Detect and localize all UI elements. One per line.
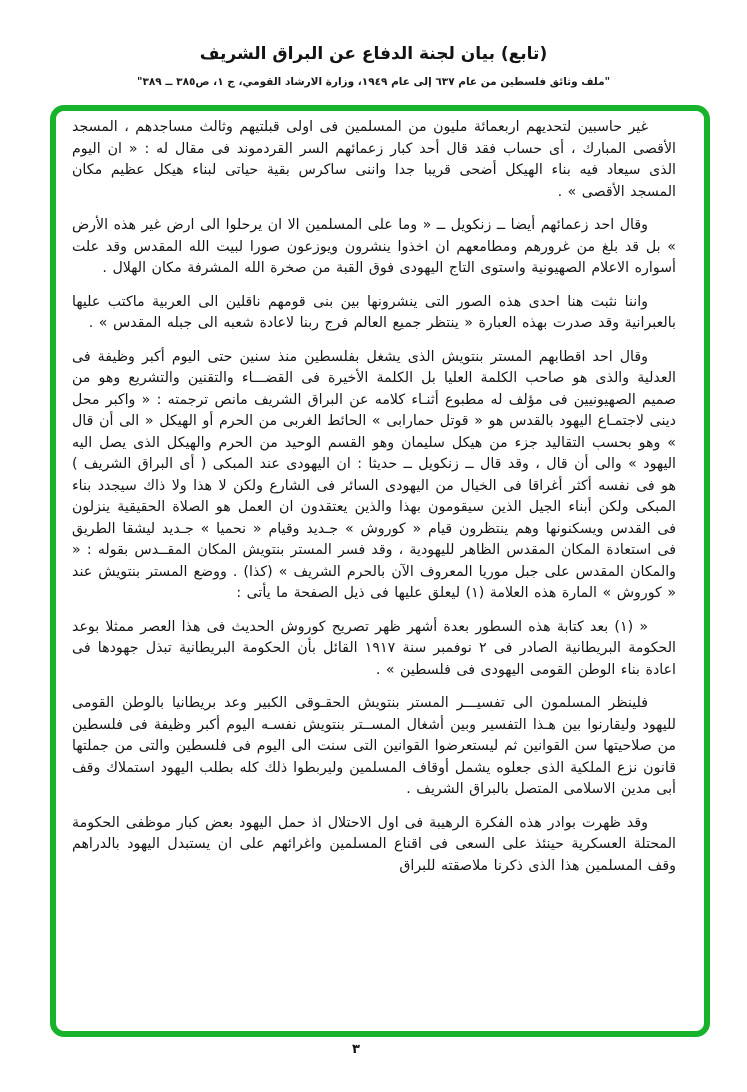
paragraph-footnote: « (١) بعد كتابة هذه السطور بعدة أشهر ظهر تصريح كوروش الحديث فى هذا العصر ممثلا بوعد الحكومة البريطانية الصادر فى ٢ نوفمبر سنة ١٩١٧ القائل بأن الحكومة البريطانية تبذل جهودها فى اعادة بناء الوطن القومى اليهودى فى فلسطين » .	[72, 618, 676, 678]
paragraph: فلينظر المسلمون الى تفسيـــر المستر بنتويش الحقـوقى الكبير وعد بريطانيا بالوطن القومى لليهود وليقارنوا بين هـذا التفسير وبين أشغال المســتر بنتويش نفسـه اليوم أكبر وظيفة فى فلسطين من صلاحيتها سن القوانين ثم ليستعرضوا القوانين التى سنت الى اليوم فى فلسطين والتى من جملتها قانون نزع الملكية الذى جعلوه يشمل أوقاف المسلمين وليربطوا ذلك كله بطلب اليهود استملاك وقف أبى مدين الاسلامى المتصل بالبراق الشريف .	[72, 695, 676, 797]
paragraph: وقال احد اقطابهم المستر بنتويش الذى يشغل بفلسطين منذ سنين حتى اليوم أكبر وظيفة فى العدلية والذى هو صاحب الكلمة العليا بل الكلمة الأخيرة فى القضـــاء والتقنين والتشريع وهو من صميم الصهيونيين فى مؤلف له مطبوع أثنـاء كلامه عن البراق الشريف مانص ترجمته : « واكبر محل دينى لاجتمـاع اليهود بالقدس هو « قوتل حمارابى » الحائط الغربى من الحرم أو الهيكل « الى أن قال » وهو بحسب التقاليد جزء من هيكل سليمان وهو القسم الوحيد من الحرم والهيكل الذى يصل اليه اليهود » والى أن قال ، وقد قال ــ زنكويل ــ حديثا : ان اليهودى عند المبكى ( أى البراق الشريف ) هو فى نفسه أكثر أغراقا فى الخيال من اليهودى السائر فى الشارع ولكن لا هذا ولا ذاك سيجدد بناء المبكى ولكن أبناء الجيل الذين سيقومون بهذا والذين يعتقدون ان العمل هو الصلاة الحقيقية ينزلون فى القدس ويسكنونها وهم ينتظرون قيام « كوروش » جـديد وقيام « نحميا » جـديد ليشقا الطريق فى استعادة المكان المقدس الظاهر لليهودية ، وقد فسر المستر بنتويش المكان المقــدس بقوله : « والمكان المقدس على جبل موريا المعروف الآن بالحرم الشريف » (كذا) . ووضع المستر بنتويش عند « كوروش » المارة هذه العلامة (١) ليعلق عليها فى ذيل الصفحة ما يأتى :	[72, 348, 676, 601]
paragraph: واننا نثبت هنا احدى هذه الصور التى ينشرونها بين بنى قومهم ناقلين الى العربية ماكتب عليها بالعبرانية وقد صدرت بهذه العبارة « ينتظر جميع العالم فرج ربنا لاعادة شعبه الى جبله المقدس » .	[72, 293, 676, 331]
body-text	[72, 117, 676, 877]
paragraph: غير حاسبين لتحديهم اربعمائة مليون من المسلمين فى اولى قبلتيهم وثالث مساجدهم ، المسجد الأقصى المبارك ، أى حساب فقد قال أحد كبار زعمائهم السر القردموند فى مقال له : « ان اليوم الذى سيعاد فيه بناء الهيكل أضحى قريبا جدا واننى ساكرس بقية حياتى لبناء هيكل عظيم مكان المسجد الأقصى » .	[72, 119, 676, 200]
page-number: ٣	[352, 1042, 360, 1057]
paragraph: وقد ظهرت بوادر هذه الفكرة الرهيبة فى اول الاحتلال اذ حمل اليهود بعض كبار موظفى الحكومة المحتلة العسكرية حينئذ على السعى فى اقناع المسلمين واغرائهم على ان يستبدل اليهود بالدراهم وقف المسلمين هذا الذى ذكرنا ملاصقته للبراق	[72, 814, 676, 874]
paragraph: وقال احد زعمائهم أيضا ــ زنكويل ــ « وما على المسلمين الا ان يرحلوا الى ارض غير هذه الأرض » بل قد بلغ من غرورهم ومطامعهم ان اخذوا ينشرون ويوزعون صورا لبيت الله المقدس وقد علت أسواره الاعلام الصهيونية واستوى التاج اليهودى فوق القبة من صخرة الله المشرفة مكان الهلال .	[72, 217, 676, 276]
document-title: (تابع) بيان لجنة الدفاع عن البراق الشريف	[199, 44, 548, 64]
document-subtitle: "ملف وثائق فلسطين من عام ٦٣٧ إلى عام ١٩٤٩، وزارة الارشاد القومي، ج ١، ص٣٨٥ ــ ٣٨٩"	[136, 76, 611, 88]
